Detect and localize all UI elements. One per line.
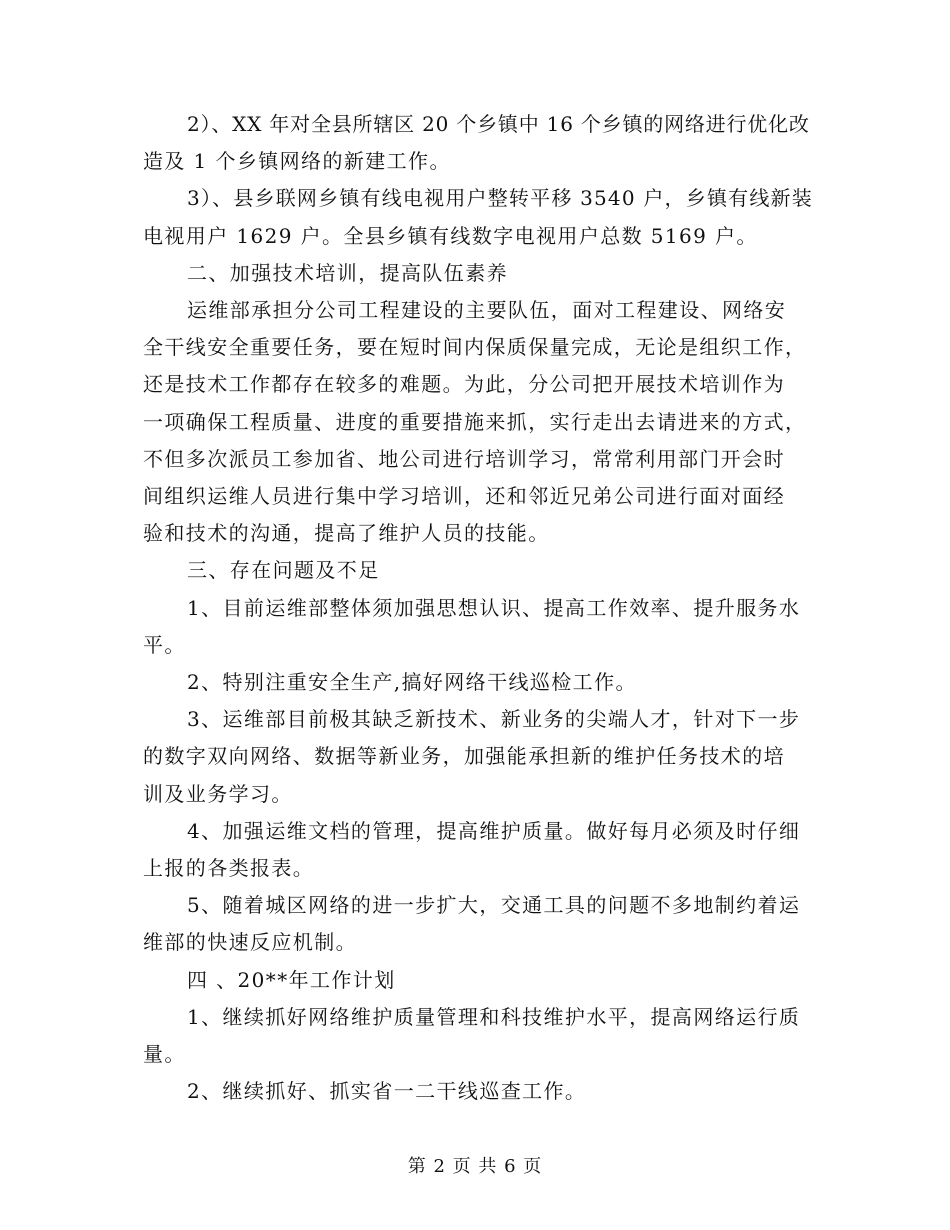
text-line: 2、继续抓好、抓实省一二干线巡查工作。 (187, 1079, 587, 1104)
page-footer (0, 1152, 950, 1178)
text-line: 还是技术工作都存在较多的难题。为此，分公司把开展技术培训作为 (143, 372, 785, 397)
text-line: 验和技术的沟通，提高了维护人员的技能。 (143, 521, 550, 546)
text-line: 维部的快速反应机制。 (143, 930, 357, 955)
text-line: 5、随着城区网络的进一步扩大，交通工具的问题不多地制约着运 (187, 893, 801, 918)
text-line: 四 、20**年工作计划 (187, 967, 396, 992)
text-line: 运维部承担分公司工程建设的主要队伍，面对工程建设、网络安 (187, 298, 787, 322)
text-line: 1、目前运维部整体须加强思想认识、提高工作效率、提升服务水 (187, 595, 801, 620)
text-line: 的数字双向网络、数据等新业务，加强能承担新的维护任务技术的培 (143, 744, 785, 769)
text-line: 造及 1 个乡镇网络的新建工作。 (143, 149, 451, 174)
text-line: 全干线安全重要任务，要在短时间内保质保量完成，无论是组织工作， (143, 335, 807, 360)
text-line: 一项确保工程质量、进度的重要措施来抓，实行走出去请进来的方式， (143, 409, 807, 434)
text-line: 1、继续抓好网络维护质量管理和科技维护水平，提高网络运行质 (187, 1004, 801, 1029)
text-line: 3、运维部目前极其缺乏新技术、新业务的尖端人才，针对下一步 (187, 707, 801, 732)
text-line: 平。 (143, 632, 186, 657)
page-number-label: 第 2 页 共 6 页 (407, 1156, 543, 1177)
text-line: 2、特别注重安全生产,搞好网络干线巡检工作。 (187, 670, 637, 694)
text-line: 间组织运维人员进行集中学习培训，还和邻近兄弟公司进行面对面经 (143, 484, 785, 508)
text-line: 电视用户 1629 户。全县乡镇有线数字电视用户总数 5169 户。 (143, 223, 758, 248)
text-line: 二、加强技术培训，提高队伍素养 (187, 260, 508, 285)
text-line: 2）、XX 年对全县所辖区 20 个乡镇中 16 个乡镇的网络进行优化改 (187, 112, 810, 136)
text-line: 训及业务学习。 (143, 781, 293, 806)
text-line: 不但多次派员工参加省、地公司进行培训学习，常常利用部门开会时 (143, 446, 785, 471)
text-line: 上报的各类报表。 (143, 856, 315, 880)
text-line: 4、加强运维文档的管理，提高维护质量。做好每月必须及时仔细 (187, 818, 801, 843)
text-line: 三、存在问题及不足 (187, 558, 380, 583)
text-line: 3）、县乡联网乡镇有线电视用户整转平移 3540 户，乡镇有线新装 (187, 186, 813, 211)
text-line: 量。 (143, 1042, 186, 1066)
